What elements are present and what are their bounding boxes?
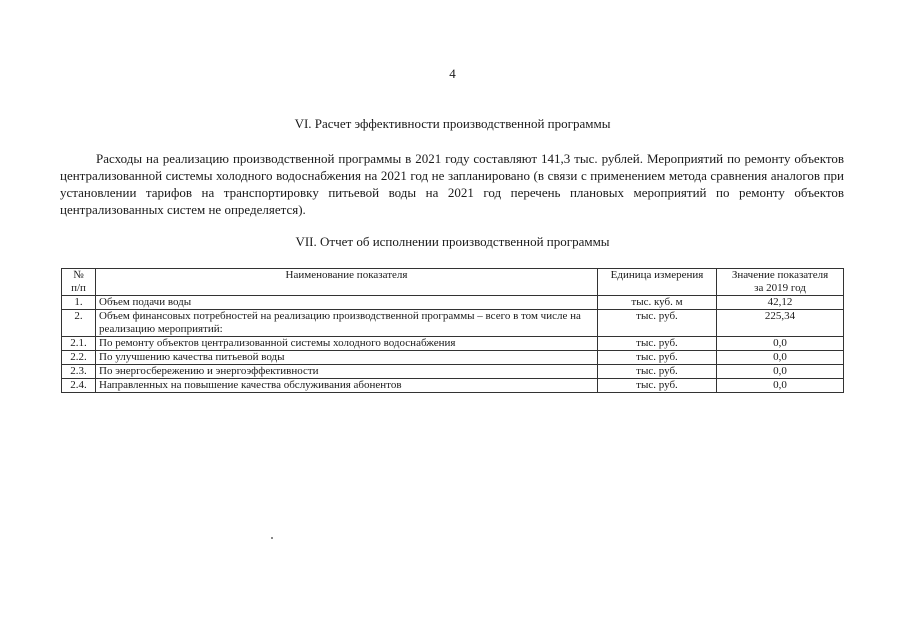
row-name: По энергосбережению и энергоэффективности <box>96 365 598 379</box>
report-table <box>61 268 844 393</box>
page-number: 4 <box>449 66 456 81</box>
table-row <box>62 351 844 365</box>
row-unit: тыс. руб. <box>598 379 717 393</box>
header-value-line1: Значение показателя <box>731 269 829 281</box>
table-row <box>62 379 844 393</box>
row-name: По ремонту объектов централизованной системы холодного водоснабжения <box>96 337 598 351</box>
header-unit: Единица измерения <box>598 269 717 296</box>
row-value: 0,0 <box>717 365 844 379</box>
row-name: Объем финансовых потребностей на реализацию производственной программы – всего в том числе на реализацию мероприятий: <box>96 310 598 337</box>
scan-speck <box>271 537 273 539</box>
table-row <box>62 296 844 310</box>
header-value <box>717 269 844 296</box>
row-unit: тыс. руб. <box>598 351 717 365</box>
row-value: 0,0 <box>717 351 844 365</box>
header-name: Наименование показателя <box>96 269 598 296</box>
table-row <box>62 337 844 351</box>
row-value: 225,34 <box>717 310 844 337</box>
row-value: 42,12 <box>717 296 844 310</box>
row-name: По улучшению качества питьевой воды <box>96 351 598 365</box>
efficiency-paragraph: Расходы на реализацию производственной программы в 2021 году составляют 141,3 тыс. рублей. Мероприятий по ремонту объектов централизованной системы холодного водоснабжения на 2021 год не запланировано (в связи с применением метода сравнения аналогов при установлении тарифов на транспортировку питьевой воды на 2021 год перечень плановых мероприятий по ремонту объектов централизованных систем не определяется). <box>60 151 844 217</box>
row-number: 2.4. <box>62 379 96 393</box>
row-value: 0,0 <box>717 337 844 351</box>
row-number: 1. <box>62 296 96 310</box>
row-unit: тыс. руб. <box>598 337 717 351</box>
header-number <box>62 269 96 296</box>
section-title-report: VII. Отчет об исполнении производственной программы <box>295 234 610 249</box>
row-name: Направленных на повышение качества обслуживания абонентов <box>96 379 598 393</box>
row-number: 2.3. <box>62 365 96 379</box>
header-value-line2: за 2019 год <box>754 282 806 294</box>
table-row <box>62 310 844 337</box>
row-name: Объем подачи воды <box>96 296 598 310</box>
row-number: 2. <box>62 310 96 337</box>
section-title-efficiency: VI. Расчет эффективности производственной программы <box>294 116 611 131</box>
table-header-row <box>62 269 844 296</box>
row-number: 2.1. <box>62 337 96 351</box>
row-number: 2.2. <box>62 351 96 365</box>
row-unit: тыс. руб. <box>598 365 717 379</box>
row-value: 0,0 <box>717 379 844 393</box>
table-row <box>62 365 844 379</box>
row-unit: тыс. руб. <box>598 310 717 337</box>
row-unit: тыс. куб. м <box>598 296 717 310</box>
header-number-line1: № <box>73 269 84 281</box>
header-number-line2: п/п <box>71 282 86 294</box>
